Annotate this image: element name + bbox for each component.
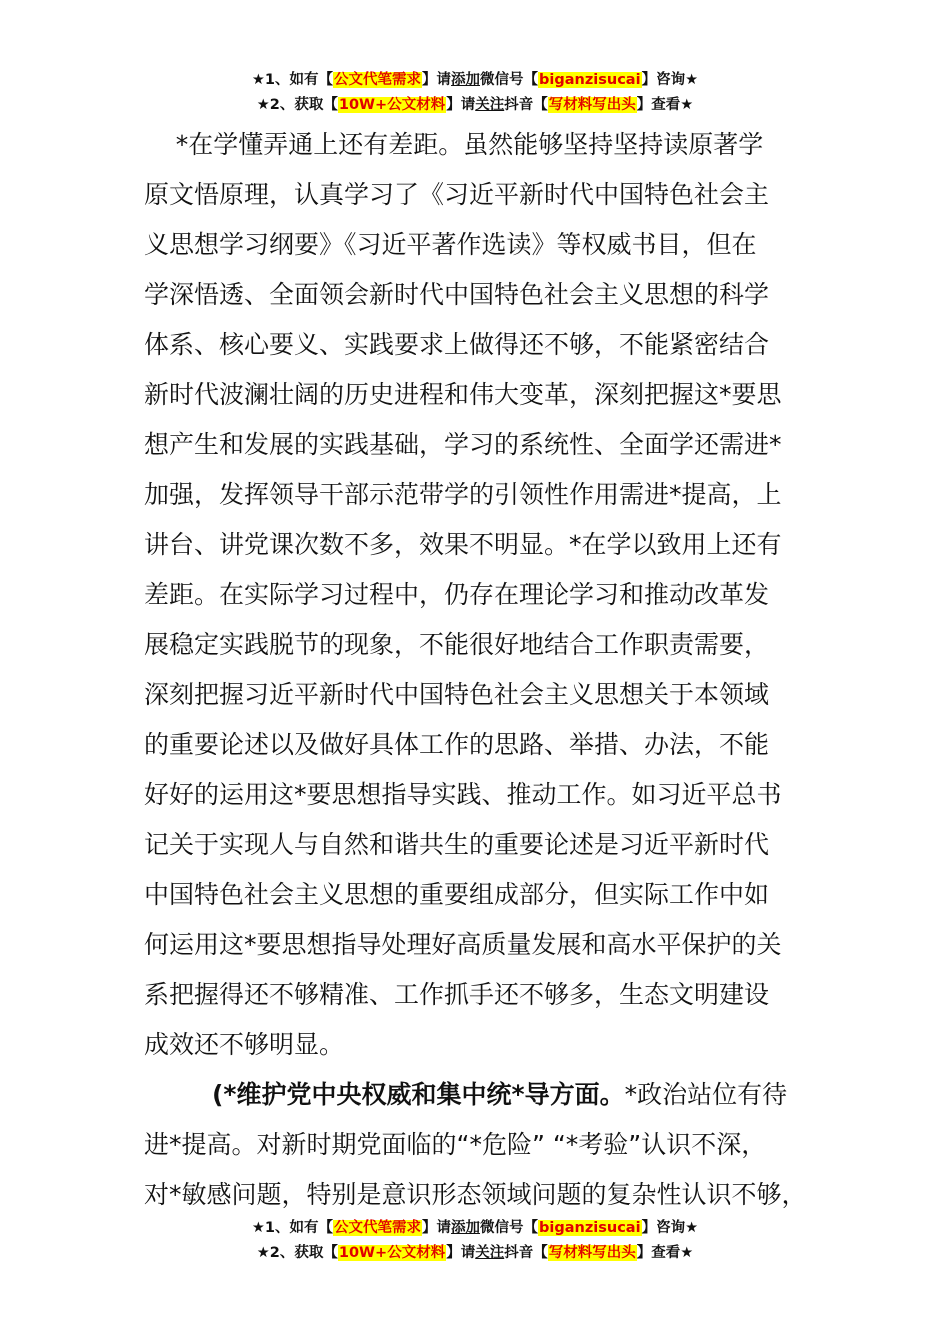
- body-line: *在学懂弄通上还有差距。虽然能够坚持坚持读原著学: [144, 130, 764, 159]
- body-line: 好好的运用这*要思想指导实践、推动工作。如习近平总书: [144, 780, 782, 809]
- banner-text: 微信号【: [480, 1220, 539, 1236]
- banner-text: ★2、获取【: [256, 1245, 338, 1261]
- banner-text: 】请: [446, 97, 476, 113]
- banner-highlight: 10W+公文材料: [338, 97, 446, 113]
- body-line: 中国特色社会主义思想的重要组成部分，但实际工作中如: [144, 880, 770, 909]
- banner-text: 】请: [422, 1220, 452, 1236]
- banner-highlight: 公文代笔需求: [334, 1220, 422, 1236]
- body-line: 对*敏感问题，特别是意识形态领域问题的复杂性认识不够，: [144, 1180, 807, 1209]
- body-line: 系把握得还不够精准、工作抓手还不够多，生态文明建设: [144, 980, 770, 1009]
- banner-highlight: 写材料写出头: [548, 1245, 636, 1261]
- banner-highlight: biganzisucai: [539, 1220, 641, 1236]
- body-line: 展稳定实践脱节的现象，不能很好地结合工作职责需要，: [144, 630, 770, 659]
- banner-highlight: 10W+公文材料: [338, 1245, 446, 1261]
- banner-line-2: [0, 1241, 950, 1266]
- banner-text: 】查看★: [636, 1245, 694, 1261]
- banner-highlight: 公文代笔需求: [334, 72, 422, 88]
- banner-text: ★2、获取【: [256, 97, 338, 113]
- header-banner: [0, 68, 950, 118]
- body-line: 体系、核心要义、实践要求上做得还不够，不能紧密结合: [144, 330, 770, 359]
- banner-text: 微信号【: [480, 72, 539, 88]
- banner-text: 】请: [446, 1245, 476, 1261]
- body-line: 新时代波澜壮阔的历史进程和伟大变革，深刻把握这*要思: [144, 380, 782, 409]
- body-line: 深刻把握习近平新时代中国特色社会主义思想关于本领域: [144, 680, 770, 709]
- body-text: *政治站位有待: [624, 1080, 788, 1109]
- body-line: 想产生和发展的实践基础，学习的系统性、全面学还需进*: [144, 430, 782, 459]
- body-line: 进*提高。对新时期党面临的“*危险” “*考验”认识不深，: [144, 1130, 767, 1159]
- paragraph-2-first-line: [144, 1070, 814, 1120]
- body-line: 义思想学习纲要》《习近平著作选读》等权威书目，但在: [144, 230, 757, 259]
- body-line: 讲台、讲党课次数不多，效果不明显。*在学以致用上还有: [144, 530, 782, 559]
- banner-text: 】咨询★: [641, 1220, 699, 1236]
- banner-text: 抖音【: [504, 1245, 548, 1261]
- body-line: 差距。在实际学习过程中，仍存在理论学习和推动改革发: [144, 580, 770, 609]
- body-line: 的重要论述以及做好具体工作的思路、举措、办法，不能: [144, 730, 770, 759]
- banner-highlight: biganzisucai: [539, 72, 641, 88]
- footer-banner: [0, 1216, 950, 1266]
- banner-text: 】查看★: [636, 97, 694, 113]
- body-line: 加强，发挥领导干部示范带学的引领性作用需进*提高，上: [144, 480, 782, 509]
- banner-line-2: [0, 93, 950, 118]
- body-line: 成效还不够明显。: [144, 1030, 345, 1059]
- banner-text: 】请: [422, 72, 452, 88]
- body-line: 原文悟原理，认真学习了《习近平新时代中国特色社会主: [144, 180, 770, 209]
- body-line: 记关于实现人与自然和谐共生的重要论述是习近平新时代: [144, 830, 770, 859]
- banner-text: ★1、如有【: [251, 72, 334, 88]
- banner-underline: 关注: [475, 97, 505, 113]
- body-line: 何运用这*要思想指导处理好高质量发展和高水平保护的关: [144, 930, 782, 959]
- banner-underline: 关注: [475, 1245, 505, 1261]
- banner-highlight: 写材料写出头: [548, 97, 636, 113]
- banner-line-1: [0, 68, 950, 93]
- body-line: 学深悟透、全面领会新时代中国特色社会主义思想的科学: [144, 280, 770, 309]
- banner-text: ★1、如有【: [251, 1220, 334, 1236]
- banner-underline: 添加: [451, 1220, 481, 1236]
- section-heading: (*维护党中央权威和集中统*导方面。: [212, 1080, 625, 1109]
- banner-text: 】咨询★: [641, 72, 699, 88]
- document-body: [144, 120, 814, 1220]
- banner-line-1: [0, 1216, 950, 1241]
- banner-text: 抖音【: [504, 97, 548, 113]
- banner-underline: 添加: [451, 72, 481, 88]
